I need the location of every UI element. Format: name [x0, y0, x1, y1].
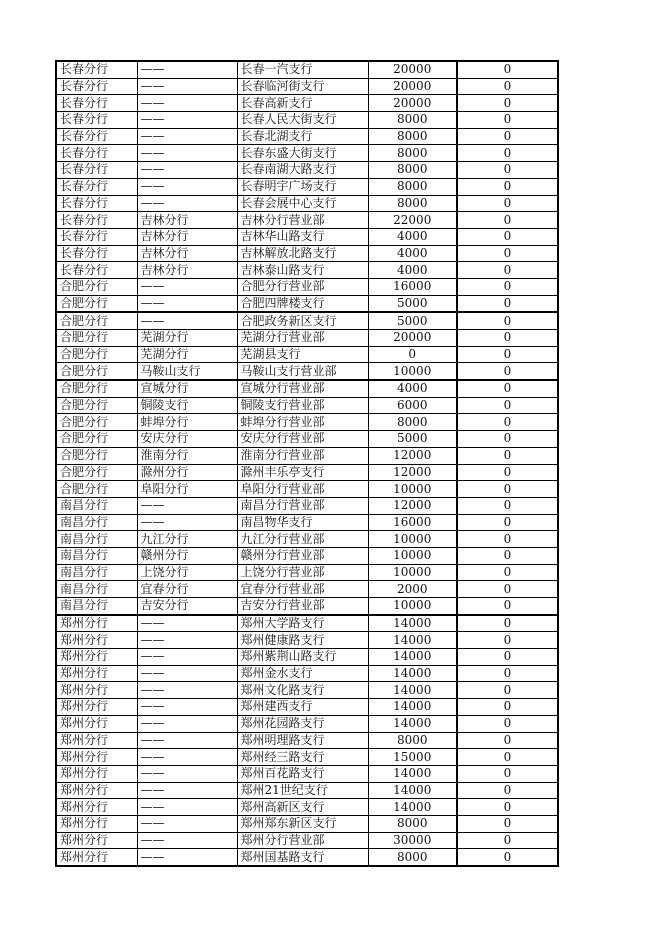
cell-outlet: 蚌埠分行营业部 [237, 414, 368, 431]
cell-outlet: 长春一汽支行 [237, 61, 368, 78]
table-row [56, 665, 558, 682]
cell-branch: 合肥分行 [56, 431, 137, 448]
cell-amount: 20000 [368, 78, 457, 95]
cell-value: 0 [457, 649, 558, 666]
cell-sub-branch: 阜阳分行 [137, 481, 237, 498]
cell-value: 0 [457, 632, 558, 649]
table-row [56, 799, 558, 816]
cell-amount: 22000 [368, 212, 457, 229]
cell-sub-branch: —— [137, 832, 237, 849]
cell-value: 0 [457, 732, 558, 749]
cell-branch: 长春分行 [56, 228, 137, 245]
cell-branch: 南昌分行 [56, 564, 137, 581]
cell-branch: 长春分行 [56, 78, 137, 95]
table-row [56, 598, 558, 615]
cell-value: 0 [457, 598, 558, 615]
table-row [56, 649, 558, 666]
cell-branch: 长春分行 [56, 112, 137, 129]
cell-branch: 南昌分行 [56, 531, 137, 548]
cell-branch: 长春分行 [56, 95, 137, 112]
cell-amount: 30000 [368, 832, 457, 849]
cell-sub-branch: —— [137, 765, 237, 782]
cell-outlet: 郑州百花路支行 [237, 765, 368, 782]
cell-value: 0 [457, 397, 558, 414]
table-row [56, 832, 558, 849]
cell-branch: 合肥分行 [56, 312, 137, 329]
cell-sub-branch: 安庆分行 [137, 431, 237, 448]
cell-branch: 郑州分行 [56, 615, 137, 632]
cell-amount: 4000 [368, 380, 457, 397]
cell-value: 0 [457, 615, 558, 632]
cell-sub-branch: 上饶分行 [137, 564, 237, 581]
table-row [56, 178, 558, 195]
table-row [56, 615, 558, 632]
cell-sub-branch: —— [137, 514, 237, 531]
cell-sub-branch: 吉林分行 [137, 228, 237, 245]
cell-outlet: 宜春分行营业部 [237, 581, 368, 598]
cell-sub-branch: —— [137, 61, 237, 78]
table-row [56, 431, 558, 448]
table-row [56, 414, 558, 431]
cell-outlet: 滁州丰乐亭支行 [237, 464, 368, 481]
cell-value: 0 [457, 78, 558, 95]
cell-value: 0 [457, 564, 558, 581]
cell-value: 0 [457, 547, 558, 564]
table-row [56, 749, 558, 766]
cell-outlet: 郑州分行营业部 [237, 832, 368, 849]
cell-amount: 16000 [368, 278, 457, 295]
cell-value: 0 [457, 682, 558, 699]
cell-outlet: 长春临河街支行 [237, 78, 368, 95]
cell-sub-branch: —— [137, 278, 237, 295]
cell-amount: 14000 [368, 665, 457, 682]
cell-outlet: 淮南分行营业部 [237, 447, 368, 464]
cell-branch: 郑州分行 [56, 682, 137, 699]
table-row [56, 397, 558, 414]
cell-amount: 14000 [368, 782, 457, 799]
cell-value: 0 [457, 481, 558, 498]
cell-amount: 8000 [368, 414, 457, 431]
cell-value: 0 [457, 464, 558, 481]
cell-outlet: 宣城分行营业部 [237, 380, 368, 397]
cell-value: 0 [457, 782, 558, 799]
cell-value: 0 [457, 112, 558, 129]
cell-amount: 10000 [368, 363, 457, 380]
cell-branch: 合肥分行 [56, 414, 137, 431]
cell-amount: 10000 [368, 547, 457, 564]
table-row [56, 849, 558, 866]
cell-sub-branch: —— [137, 128, 237, 145]
cell-sub-branch: —— [137, 497, 237, 514]
cell-branch: 郑州分行 [56, 782, 137, 799]
cell-branch: 长春分行 [56, 128, 137, 145]
table-row [56, 815, 558, 832]
cell-sub-branch: —— [137, 178, 237, 195]
table-row [56, 95, 558, 112]
cell-sub-branch: 马鞍山支行 [137, 363, 237, 380]
cell-outlet: 长春人民大街支行 [237, 112, 368, 129]
cell-branch: 郑州分行 [56, 732, 137, 749]
table-row [56, 732, 558, 749]
cell-sub-branch: —— [137, 632, 237, 649]
cell-amount: 14000 [368, 682, 457, 699]
cell-outlet: 郑州明理路支行 [237, 732, 368, 749]
cell-branch: 长春分行 [56, 145, 137, 162]
cell-outlet: 吉林分行营业部 [237, 212, 368, 229]
cell-amount: 12000 [368, 497, 457, 514]
cell-branch: 合肥分行 [56, 346, 137, 363]
cell-outlet: 吉林华山路支行 [237, 228, 368, 245]
cell-outlet: 长春高新支行 [237, 95, 368, 112]
cell-amount: 14000 [368, 615, 457, 632]
cell-branch: 郑州分行 [56, 849, 137, 866]
cell-sub-branch: 宜春分行 [137, 581, 237, 598]
cell-branch: 南昌分行 [56, 598, 137, 615]
cell-amount: 4000 [368, 262, 457, 279]
cell-branch: 合肥分行 [56, 330, 137, 347]
cell-value: 0 [457, 749, 558, 766]
cell-sub-branch: 淮南分行 [137, 447, 237, 464]
table-row [56, 380, 558, 397]
cell-sub-branch: —— [137, 95, 237, 112]
cell-value: 0 [457, 765, 558, 782]
cell-branch: 南昌分行 [56, 547, 137, 564]
cell-value: 0 [457, 849, 558, 866]
cell-value: 0 [457, 715, 558, 732]
table-row [56, 262, 558, 279]
cell-branch: 长春分行 [56, 195, 137, 212]
cell-branch: 长春分行 [56, 245, 137, 262]
cell-outlet: 芜湖分行营业部 [237, 330, 368, 347]
cell-value: 0 [457, 497, 558, 514]
cell-amount: 20000 [368, 95, 457, 112]
cell-amount: 20000 [368, 330, 457, 347]
table-row [56, 782, 558, 799]
cell-amount: 8000 [368, 732, 457, 749]
cell-outlet: 安庆分行营业部 [237, 431, 368, 448]
cell-sub-branch: 赣州分行 [137, 547, 237, 564]
table-row [56, 715, 558, 732]
cell-outlet: 郑州大学路支行 [237, 615, 368, 632]
cell-sub-branch: —— [137, 649, 237, 666]
cell-value: 0 [457, 95, 558, 112]
cell-branch: 合肥分行 [56, 481, 137, 498]
cell-outlet: 郑州健康路支行 [237, 632, 368, 649]
cell-outlet: 吉林泰山路支行 [237, 262, 368, 279]
cell-amount: 14000 [368, 699, 457, 716]
cell-sub-branch: —— [137, 112, 237, 129]
table-row [56, 295, 558, 312]
cell-outlet: 长春明宇广场支行 [237, 178, 368, 195]
cell-outlet: 郑州建西支行 [237, 699, 368, 716]
table-row [56, 682, 558, 699]
cell-value: 0 [457, 380, 558, 397]
cell-sub-branch: —— [137, 699, 237, 716]
cell-amount: 10000 [368, 564, 457, 581]
cell-branch: 长春分行 [56, 212, 137, 229]
cell-outlet: 郑州金水支行 [237, 665, 368, 682]
cell-sub-branch: 铜陵支行 [137, 397, 237, 414]
cell-branch: 郑州分行 [56, 749, 137, 766]
table-row [56, 464, 558, 481]
cell-amount: 12000 [368, 464, 457, 481]
cell-amount: 8000 [368, 178, 457, 195]
cell-sub-branch: —— [137, 849, 237, 866]
cell-branch: 郑州分行 [56, 699, 137, 716]
cell-branch: 合肥分行 [56, 397, 137, 414]
cell-branch: 长春分行 [56, 61, 137, 78]
cell-value: 0 [457, 162, 558, 179]
cell-amount: 8000 [368, 849, 457, 866]
cell-amount: 14000 [368, 649, 457, 666]
cell-amount: 20000 [368, 61, 457, 78]
table-row [56, 278, 558, 295]
cell-value: 0 [457, 61, 558, 78]
cell-sub-branch: 宣城分行 [137, 380, 237, 397]
cell-amount: 4000 [368, 228, 457, 245]
cell-outlet: 合肥政务新区支行 [237, 312, 368, 329]
cell-branch: 郑州分行 [56, 632, 137, 649]
cell-outlet: 郑州国基路支行 [237, 849, 368, 866]
cell-sub-branch: —— [137, 145, 237, 162]
cell-value: 0 [457, 195, 558, 212]
cell-branch: 郑州分行 [56, 649, 137, 666]
table-row [56, 481, 558, 498]
cell-outlet: 吉安分行营业部 [237, 598, 368, 615]
cell-amount: 2000 [368, 581, 457, 598]
cell-value: 0 [457, 346, 558, 363]
cell-branch: 郑州分行 [56, 665, 137, 682]
cell-amount: 10000 [368, 531, 457, 548]
cell-sub-branch: —— [137, 195, 237, 212]
cell-value: 0 [457, 262, 558, 279]
cell-value: 0 [457, 699, 558, 716]
cell-sub-branch: —— [137, 799, 237, 816]
cell-branch: 合肥分行 [56, 380, 137, 397]
cell-value: 0 [457, 145, 558, 162]
cell-sub-branch: 蚌埠分行 [137, 414, 237, 431]
cell-value: 0 [457, 128, 558, 145]
cell-value: 0 [457, 414, 558, 431]
cell-value: 0 [457, 832, 558, 849]
cell-outlet: 阜阳分行营业部 [237, 481, 368, 498]
table-row [56, 564, 558, 581]
cell-branch: 长春分行 [56, 162, 137, 179]
table-row [56, 245, 558, 262]
cell-amount: 16000 [368, 514, 457, 531]
cell-value: 0 [457, 228, 558, 245]
cell-outlet: 郑州花园路支行 [237, 715, 368, 732]
cell-sub-branch: 芜湖分行 [137, 330, 237, 347]
cell-value: 0 [457, 245, 558, 262]
cell-value: 0 [457, 581, 558, 598]
cell-value: 0 [457, 295, 558, 312]
cell-outlet: 马鞍山支行营业部 [237, 363, 368, 380]
cell-sub-branch: 滁州分行 [137, 464, 237, 481]
cell-amount: 10000 [368, 598, 457, 615]
cell-outlet: 芜湖县支行 [237, 346, 368, 363]
cell-sub-branch: —— [137, 78, 237, 95]
cell-value: 0 [457, 447, 558, 464]
cell-value: 0 [457, 212, 558, 229]
cell-amount: 0 [368, 346, 457, 363]
cell-amount: 15000 [368, 749, 457, 766]
cell-branch: 合肥分行 [56, 295, 137, 312]
cell-outlet: 郑州紫荆山路支行 [237, 649, 368, 666]
cell-outlet: 南昌分行营业部 [237, 497, 368, 514]
cell-value: 0 [457, 799, 558, 816]
cell-outlet: 郑州高新区支行 [237, 799, 368, 816]
table-row [56, 212, 558, 229]
cell-amount: 8000 [368, 112, 457, 129]
cell-branch: 郑州分行 [56, 765, 137, 782]
cell-outlet: 长春会展中心支行 [237, 195, 368, 212]
table-row [56, 765, 558, 782]
cell-branch: 合肥分行 [56, 464, 137, 481]
cell-outlet: 合肥四牌楼支行 [237, 295, 368, 312]
cell-branch: 南昌分行 [56, 497, 137, 514]
cell-outlet: 长春东盛大街支行 [237, 145, 368, 162]
cell-outlet: 九江分行营业部 [237, 531, 368, 548]
cell-amount: 6000 [368, 397, 457, 414]
cell-branch: 合肥分行 [56, 447, 137, 464]
table-row [56, 581, 558, 598]
cell-amount: 14000 [368, 632, 457, 649]
cell-branch: 合肥分行 [56, 278, 137, 295]
cell-sub-branch: 九江分行 [137, 531, 237, 548]
table-row [56, 228, 558, 245]
table-row [56, 145, 558, 162]
cell-value: 0 [457, 363, 558, 380]
cell-outlet: 长春南湖大路支行 [237, 162, 368, 179]
cell-outlet: 合肥分行营业部 [237, 278, 368, 295]
table-row [56, 531, 558, 548]
cell-value: 0 [457, 278, 558, 295]
cell-outlet: 郑州郑东新区支行 [237, 815, 368, 832]
table-row [56, 195, 558, 212]
cell-sub-branch: —— [137, 162, 237, 179]
table-row [56, 61, 558, 78]
cell-sub-branch: —— [137, 782, 237, 799]
cell-sub-branch: —— [137, 682, 237, 699]
cell-amount: 5000 [368, 431, 457, 448]
cell-outlet: 南昌物华支行 [237, 514, 368, 531]
cell-amount: 12000 [368, 447, 457, 464]
cell-amount: 10000 [368, 481, 457, 498]
cell-branch: 郑州分行 [56, 815, 137, 832]
cell-branch: 南昌分行 [56, 514, 137, 531]
cell-branch: 郑州分行 [56, 799, 137, 816]
table-row [56, 447, 558, 464]
table-row [56, 312, 558, 329]
cell-amount: 5000 [368, 312, 457, 329]
cell-value: 0 [457, 431, 558, 448]
table-row [56, 632, 558, 649]
cell-outlet: 上饶分行营业部 [237, 564, 368, 581]
cell-branch: 郑州分行 [56, 832, 137, 849]
cell-value: 0 [457, 514, 558, 531]
table-row [56, 330, 558, 347]
table-row [56, 162, 558, 179]
cell-amount: 14000 [368, 715, 457, 732]
cell-branch: 长春分行 [56, 178, 137, 195]
cell-sub-branch: —— [137, 715, 237, 732]
cell-sub-branch: —— [137, 295, 237, 312]
cell-amount: 5000 [368, 295, 457, 312]
cell-amount: 8000 [368, 195, 457, 212]
cell-amount: 4000 [368, 245, 457, 262]
cell-outlet: 铜陵支行营业部 [237, 397, 368, 414]
cell-amount: 14000 [368, 765, 457, 782]
cell-amount: 8000 [368, 162, 457, 179]
branch-quota-table [55, 60, 559, 867]
cell-outlet: 郑州经三路支行 [237, 749, 368, 766]
cell-value: 0 [457, 312, 558, 329]
cell-sub-branch: 吉林分行 [137, 245, 237, 262]
cell-sub-branch: 吉安分行 [137, 598, 237, 615]
cell-branch: 长春分行 [56, 262, 137, 279]
cell-outlet: 郑州21世纪支行 [237, 782, 368, 799]
table-row [56, 78, 558, 95]
cell-value: 0 [457, 531, 558, 548]
cell-branch: 郑州分行 [56, 715, 137, 732]
table-row [56, 112, 558, 129]
cell-outlet: 郑州文化路支行 [237, 682, 368, 699]
cell-value: 0 [457, 815, 558, 832]
table-row [56, 363, 558, 380]
table-row [56, 699, 558, 716]
cell-sub-branch: 吉林分行 [137, 262, 237, 279]
cell-sub-branch: —— [137, 815, 237, 832]
table-row [56, 346, 558, 363]
cell-outlet: 吉林解放北路支行 [237, 245, 368, 262]
cell-branch: 合肥分行 [56, 363, 137, 380]
cell-value: 0 [457, 178, 558, 195]
cell-sub-branch: 吉林分行 [137, 212, 237, 229]
cell-sub-branch: —— [137, 665, 237, 682]
cell-value: 0 [457, 330, 558, 347]
cell-amount: 8000 [368, 815, 457, 832]
cell-amount: 8000 [368, 128, 457, 145]
cell-outlet: 长春北湖支行 [237, 128, 368, 145]
cell-sub-branch: —— [137, 732, 237, 749]
table-row [56, 128, 558, 145]
cell-sub-branch: —— [137, 749, 237, 766]
cell-branch: 南昌分行 [56, 581, 137, 598]
cell-amount: 8000 [368, 145, 457, 162]
cell-sub-branch: —— [137, 615, 237, 632]
table-row [56, 514, 558, 531]
cell-value: 0 [457, 665, 558, 682]
cell-sub-branch: —— [137, 312, 237, 329]
cell-sub-branch: 芜湖分行 [137, 346, 237, 363]
table-row [56, 547, 558, 564]
cell-amount: 14000 [368, 799, 457, 816]
cell-outlet: 赣州分行营业部 [237, 547, 368, 564]
table-row [56, 497, 558, 514]
